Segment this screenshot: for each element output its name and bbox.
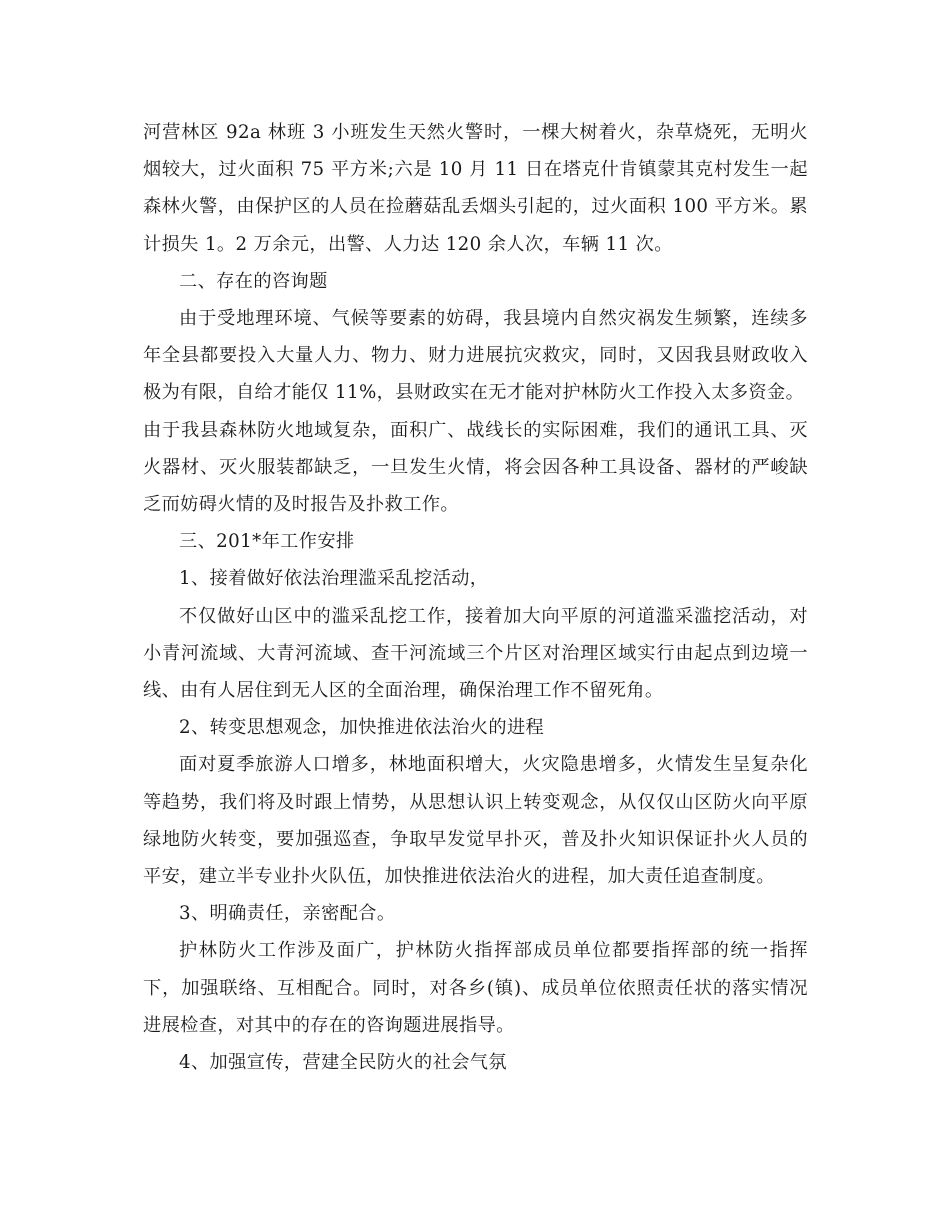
document-body [143,114,808,1081]
paragraph-disaster-impact: 由于受地理环境、气候等要素的妨碍，我县境内自然灾祸发生频繁，连续多年全县都要投入大量人力、物力、财力进展抗灾救灾，同时，又因我县财政收入极为有限，自给才能仅 11%，县财政实在无才能对护林防火工作投入太多资金。 [143,308,808,404]
heading-work-plan: 三、201*年工作安排 [179,531,355,553]
subheading-item-2: 2、转变思想观念，加快推进依法治火的进程 [179,717,545,739]
heading-existing-problems: 二、存在的咨询题 [179,270,328,292]
subheading-item-4: 4、加强宣传，营建全民防火的社会气氛 [179,1052,507,1074]
paragraph-item-2: 面对夏季旅游人口增多，林地面积增大，火灾隐患增多，火情发生呈复杂化等趋势，我们将及时跟上情势，从思想认识上转变观念，从仅仅山区防火向平原绿地防火转变，要加强巡查，争取早发觉早扑灭，普及扑火知识保证扑火人员的平安，建立半专业扑火队伍，加快推进依法治火的进程，加大责任追查制度。 [143,754,808,888]
paragraph-equipment-shortage: 由于我县森林防火地域复杂，面积广、战线长的实际困难，我们的通讯工具、灭火器材、灭火服装都缺乏，一旦发生火情，将会因各种工具设备、器材的严峻缺乏而妨碍火情的及时报告及扑救工作。 [143,419,808,516]
subheading-item-3: 3、明确责任，亲密配合。 [179,903,396,925]
paragraph-item-3: 护林防火工作涉及面广，护林防火指挥部成员单位都要指挥部的统一指挥下，加强联络、互相配合。同时，对各乡(镇)、成员单位依照责任状的落实情况进展检查，对其中的存在的咨询题进展指导。 [143,940,808,1036]
paragraph-fire-incidents: 河营林区 92a 林班 3 小班发生天然火警时，一棵大树着火，杂草烧死，无明火烟较大，过火面积 75 平方米;六是 10 月 11 日在塔克什肯镇蒙其克村发生一起森林火警，由保护区的人员在捡蘑菇乱丢烟头引起的，过火面积 100 平方米。累计损失 1。2 万余元，出警、人力达 120 余人次，车辆 11 次。 [143,122,808,255]
subheading-item-1: 1、接着做好依法治理滥采乱挖活动， [179,568,489,590]
paragraph-item-1: 不仅做好山区中的滥采乱挖工作，接着加大向平原的河道滥采滥挖活动，对小青河流域、大青河流域、查干河流域三个片区对治理区域实行由起点到边境一线、由有人居住到无人区的全面治理，确保治理工作不留死角。 [143,605,808,702]
